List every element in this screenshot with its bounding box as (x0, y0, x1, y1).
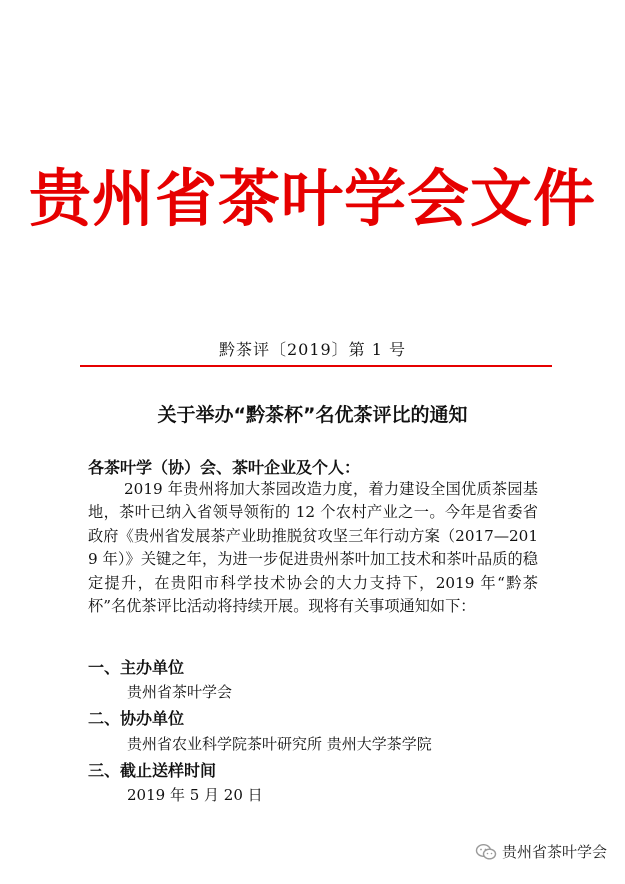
section-heading-organizer: 一、主办单位 (88, 658, 185, 677)
salutation: 各茶叶学（协）会、茶叶企业及个人： (88, 458, 361, 477)
section-content-deadline: 2019 年 5 月 20 日 (127, 786, 263, 804)
wechat-account-watermark (475, 841, 607, 862)
document-number: 黔茶评〔2019〕第 1 号 (218, 340, 407, 359)
section-content-co-organizer: 贵州省农业科学院茶叶研究所 贵州大学茶学院 (127, 735, 432, 753)
account-name: 贵州省茶叶学会 (501, 843, 607, 861)
section-heading-deadline: 三、截止送样时间 (88, 761, 217, 780)
notice-title: 关于举办“黔茶杯”名优茶评比的通知 (157, 404, 468, 426)
masthead-title: 贵州省茶叶学会文件 (28, 162, 596, 235)
wechat-icon (475, 843, 497, 861)
red-divider (80, 365, 552, 367)
body-paragraph: 2019 年贵州将加大茶园改造力度，着力建设全国优质茶园基地，茶叶已纳入省领导领衔的 12 个农村产业之一。今年是省委省政府《贵州省发展茶产业助推脱贫攻坚三年行动方案（2017—2019 年）》关键之年，为进一步促进贵州茶叶加工技术和茶叶品质的稳定提升，在贵阳市科学技术协会的大力支持下，2019 年“黔茶杯”名优茶评比活动将持续开展。现将有关事项通知如下： (88, 480, 538, 616)
section-heading-co-organizer: 二、协办单位 (88, 709, 185, 728)
section-content-organizer: 贵州省茶叶学会 (127, 683, 233, 701)
